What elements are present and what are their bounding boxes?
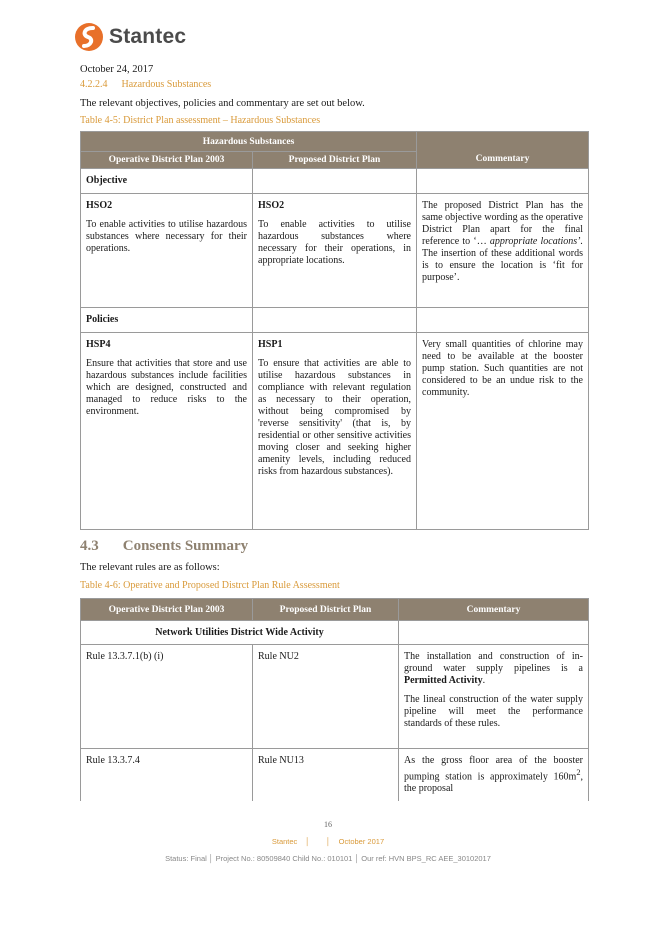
table2-col-proposed: Proposed District Plan — [253, 599, 399, 621]
rule1-operative: Rule 13.3.7.1(b) (i) — [81, 645, 253, 749]
stantec-logo — [74, 22, 186, 52]
consents-summary-heading — [80, 538, 248, 555]
objective-operative-text: To enable activities to utilise hazardous substances where necessary for their operations. — [86, 219, 247, 254]
section-title: Hazardous Substances — [121, 79, 212, 90]
rule2-comment-b: , the proposal — [404, 771, 583, 795]
rule2-commentary-cell — [399, 749, 589, 802]
footer-company-line: Stantec │ │ October 2017 — [271, 837, 385, 846]
rule1-commentary-cell — [399, 645, 589, 749]
objective-comment-italic: appropriate locations’. — [489, 236, 584, 247]
objective-proposed-cell — [253, 194, 417, 308]
objective-proposed-code: HSO2 — [258, 200, 285, 211]
rule1-comment-bold: Permitted Activity — [404, 675, 483, 686]
empty-cell — [417, 308, 589, 333]
section-heading — [80, 79, 211, 90]
rule1-comment-end: . — [482, 675, 486, 686]
page-number: 16 — [324, 820, 332, 829]
empty-cell — [399, 621, 589, 645]
rules-intro: The relevant rules are as follows: — [80, 562, 220, 573]
footer-month: October 2017 — [338, 837, 385, 846]
rule2-operative: Rule 13.3.7.4 — [81, 749, 253, 802]
stantec-logo-icon — [74, 22, 104, 52]
table1-col-operative: Operative District Plan 2003 — [81, 152, 253, 169]
footer-company: Stantec — [271, 837, 298, 846]
policy-proposed-text: To ensure that activities are able to utilise hazardous substances in compliance with relevant regulation as necessary to their operation, without being compromised by 'reverse sensitivity' (that is, by residential or other sensitive activities moving closer and seeking higher amenity levels, including reduced risks from hazardous substances). — [258, 358, 411, 477]
hazardous-substances-table — [80, 131, 589, 530]
objective-label: Objective — [81, 169, 253, 194]
rule2-comment-sup: 2 — [576, 768, 581, 777]
table1-group-header: Hazardous Substances — [81, 132, 417, 152]
policy-operative-code: HSP4 — [86, 339, 111, 350]
objective-operative-cell — [81, 194, 253, 308]
rule-assessment-table — [80, 598, 589, 801]
section2-title: Consents Summary — [122, 538, 249, 554]
table2-caption: Table 4-6: Operative and Proposed Distrct Plan Rule Assessment — [80, 580, 340, 591]
table2-subheader: Network Utilities District Wide Activity — [81, 621, 399, 645]
section2-number: 4.3 — [80, 538, 99, 554]
rule1-comment-a: The installation and construction of in-ground water supply pipelines is a — [404, 651, 583, 674]
table1-col-proposed: Proposed District Plan — [253, 152, 417, 169]
rule2-comment-a: As the gross floor area of the booster pumping station is approximately 160m — [404, 755, 583, 783]
policy-operative-text: Ensure that activities that store and use hazardous substances include facilities which are designed, constructed and managed to reduce risks to the environment. — [86, 358, 247, 417]
section-number: 4.2.2.4 — [80, 79, 108, 90]
document-date: October 24, 2017 — [80, 64, 154, 75]
policy-proposed-cell — [253, 333, 417, 530]
table2-col-operative: Operative District Plan 2003 — [81, 599, 253, 621]
empty-cell — [253, 308, 417, 333]
policy-commentary-cell: Very small quantities of chlorine may need to be available at the booster pump station. Such quantities are not considered to be an undue risk to the community. — [417, 333, 589, 530]
policy-proposed-code: HSP1 — [258, 339, 283, 350]
rule1-proposed: Rule NU2 — [253, 645, 399, 749]
brand-name: Stantec — [109, 25, 187, 48]
policy-operative-cell — [81, 333, 253, 530]
objective-commentary-cell — [417, 194, 589, 308]
table2-col-commentary: Commentary — [399, 599, 589, 621]
table1-caption: Table 4-5: District Plan assessment – Hazardous Substances — [80, 115, 321, 126]
objective-comment-part-a: The proposed District Plan has the same objective wording as the operative District Plan apart for the final reference to ‘… — [422, 200, 583, 247]
table1-col-commentary: Commentary — [417, 132, 589, 169]
intro-text: The relevant objectives, policies and commentary are set out below. — [80, 98, 365, 109]
objective-operative-code: HSO2 — [86, 200, 113, 211]
policies-label: Policies — [81, 308, 253, 333]
empty-cell — [417, 169, 589, 194]
objective-comment-part-b: The insertion of these additional words is to ensure the location is ‘fit for purpose’. — [422, 248, 583, 283]
footer-status-line: Status: Final │ Project No.: 80509840 Child No.: 010101 │ Our ref: HVN BPS_RC AEE_30102017 — [165, 854, 491, 863]
rule2-proposed: Rule NU13 — [253, 749, 399, 802]
objective-proposed-text: To enable activities to utilise hazardous substances where necessary for their operations, in appropriate locations. — [258, 219, 411, 266]
empty-cell — [253, 169, 417, 194]
rule1-commentary-p2: The lineal construction of the water supply pipeline will meet the performance standards of these rules. — [404, 694, 583, 729]
rule1-commentary-p1 — [404, 651, 583, 687]
